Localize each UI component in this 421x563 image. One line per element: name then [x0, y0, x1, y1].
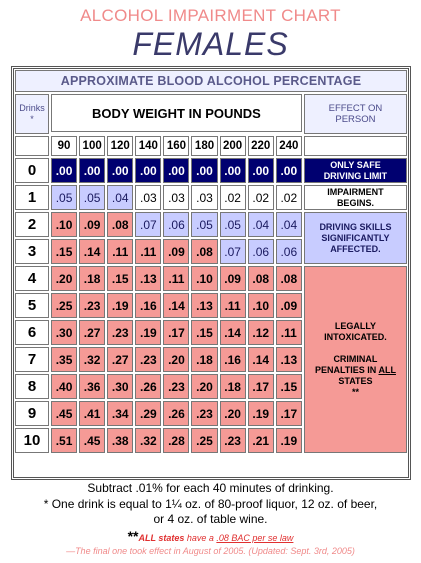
weight-header: 160 [163, 136, 189, 156]
bac-cell: .34 [107, 401, 133, 426]
effect-text: LEGALLY [334, 321, 377, 331]
bac-cell: .04 [107, 185, 133, 210]
bac-cell: .25 [191, 428, 217, 453]
one-drink-line-1: * One drink is equal to 1¼ oz. of 80-proof liquor, 12 oz. of beer, [43, 497, 378, 511]
bac-cell: .25 [51, 293, 77, 318]
effect-text: IMPAIRMENT [327, 186, 384, 197]
bac-cell: .17 [248, 374, 274, 399]
bac-cell: .23 [163, 374, 189, 399]
bac-cell: .02 [248, 185, 274, 210]
bac-law-note [0, 528, 421, 544]
chart-title: FEMALES [132, 26, 289, 62]
weight-row-blank [15, 136, 49, 156]
bac-cell: .45 [51, 401, 77, 426]
bac-cell: .00 [191, 158, 217, 183]
weight-header: 240 [276, 136, 302, 156]
bac-cell: .14 [220, 320, 246, 345]
bac-cell: .27 [79, 320, 105, 345]
effect-text: BEGINS. [336, 197, 374, 208]
effect-safe-limit [304, 158, 407, 183]
drinks-count: 0 [15, 158, 49, 183]
effect-text: DRIVING LIMIT [323, 170, 388, 181]
drinks-count: 5 [15, 293, 49, 318]
bac-cell: .04 [276, 212, 302, 237]
drinks-label: Drinks [19, 103, 45, 113]
bac-cell: .08 [276, 266, 302, 291]
bac-cell: .26 [163, 401, 189, 426]
effect-text: DRIVING SKILLS [319, 221, 392, 232]
bac-cell: .41 [79, 401, 105, 426]
bac-cell: .00 [276, 158, 302, 183]
bac-cell: .19 [276, 428, 302, 453]
note-all-states: ALL states [138, 533, 185, 543]
bac-cell: .15 [51, 239, 77, 264]
weight-row-blank [304, 136, 407, 156]
effect-text: ** [351, 387, 359, 397]
effect-label-2: PERSON [335, 114, 376, 125]
bac-cell: .00 [163, 158, 189, 183]
drinks-star: * [30, 114, 34, 124]
bac-cell: .11 [276, 320, 302, 345]
effect-text: AFFECTED. [330, 243, 381, 254]
weight-header: 120 [107, 136, 133, 156]
bac-cell: .20 [220, 401, 246, 426]
bac-cell: .26 [135, 374, 161, 399]
bac-cell: .36 [79, 374, 105, 399]
bac-cell: .16 [135, 293, 161, 318]
percentage-header: APPROXIMATE BLOOD ALCOHOL PERCENTAGE [15, 70, 407, 92]
drinks-count: 1 [15, 185, 49, 210]
bac-cell: .08 [107, 212, 133, 237]
bac-cell: .00 [107, 158, 133, 183]
bac-cell: .14 [79, 239, 105, 264]
effect-impairment-begins [304, 185, 407, 210]
effect-text: INTOXICATED. [324, 332, 387, 342]
effect-text: ONLY SAFE [330, 159, 381, 170]
bac-cell: .32 [135, 428, 161, 453]
note-bac-law: .08 BAC per se law [216, 533, 294, 543]
bac-cell: .11 [163, 266, 189, 291]
drinks-count: 6 [15, 320, 49, 345]
drinks-count: 2 [15, 212, 49, 237]
effect-driving-affected [304, 212, 407, 264]
table-row [15, 212, 407, 237]
drinks-count: 8 [15, 374, 49, 399]
bac-cell: .20 [191, 374, 217, 399]
effect-label-1: EFFECT ON [328, 103, 383, 114]
drinks-header [15, 94, 49, 134]
effect-text: SIGNIFICANTLY [321, 232, 390, 243]
subtract-note: Subtract .01% for each 40 minutes of drinking. [87, 481, 334, 495]
bac-cell: .03 [163, 185, 189, 210]
bac-cell: .19 [107, 293, 133, 318]
bac-cell: .03 [135, 185, 161, 210]
bac-cell: .00 [79, 158, 105, 183]
bac-cell: .12 [248, 320, 274, 345]
bac-cell: .14 [163, 293, 189, 318]
bac-cell: .09 [79, 212, 105, 237]
bac-cell: .18 [220, 374, 246, 399]
weight-header: 180 [191, 136, 217, 156]
bac-cell: .13 [191, 293, 217, 318]
bac-cell: .21 [248, 428, 274, 453]
one-drink-note [8, 497, 413, 527]
bac-cell: .11 [107, 239, 133, 264]
bac-cell: .07 [220, 239, 246, 264]
bac-cell: .30 [107, 374, 133, 399]
bac-cell: .23 [191, 401, 217, 426]
drinks-count: 3 [15, 239, 49, 264]
bac-cell: .51 [51, 428, 77, 453]
bac-cell: .11 [220, 293, 246, 318]
bac-cell: .13 [276, 347, 302, 372]
bac-cell: .15 [107, 266, 133, 291]
bac-cell: .18 [79, 266, 105, 291]
bac-cell: .23 [220, 428, 246, 453]
bac-cell: .11 [135, 239, 161, 264]
bac-cell: .17 [163, 320, 189, 345]
bac-cell: .07 [135, 212, 161, 237]
drinks-count: 7 [15, 347, 49, 372]
bac-cell: .20 [51, 266, 77, 291]
chart-subtitle: ALCOHOL IMPAIRMENT CHART [80, 6, 341, 25]
bac-cell: .06 [276, 239, 302, 264]
bac-cell: .09 [163, 239, 189, 264]
one-drink-line-2: or 4 oz. of table wine. [153, 512, 268, 526]
update-note: —The final one took effect in August of 2005. (Updated: Sept. 3rd, 2005) [66, 546, 355, 556]
effect-text: PENALTIES IN [314, 365, 377, 375]
bac-cell: .15 [191, 320, 217, 345]
bac-cell: .35 [51, 347, 77, 372]
bac-cell: .10 [191, 266, 217, 291]
table-row [15, 185, 407, 210]
bac-cell: .19 [248, 401, 274, 426]
bac-cell: .04 [248, 212, 274, 237]
bac-cell: .03 [191, 185, 217, 210]
note-star: ** [127, 528, 139, 544]
bac-cell: .09 [276, 293, 302, 318]
weight-header: 100 [79, 136, 105, 156]
bac-cell: .05 [79, 185, 105, 210]
bac-cell: .14 [248, 347, 274, 372]
bac-cell: .20 [163, 347, 189, 372]
bac-cell: .00 [220, 158, 246, 183]
bac-cell: .27 [107, 347, 133, 372]
bac-cell: .38 [107, 428, 133, 453]
table-row [15, 266, 407, 291]
bac-cell: .40 [51, 374, 77, 399]
impairment-table [13, 68, 409, 455]
bac-cell: .02 [276, 185, 302, 210]
bac-cell: .13 [135, 266, 161, 291]
weight-header: 220 [248, 136, 274, 156]
bac-cell: .10 [51, 212, 77, 237]
drinks-count: 10 [15, 428, 49, 453]
effect-text: ALL [378, 365, 396, 375]
bac-cell: .16 [220, 347, 246, 372]
bac-cell: .29 [135, 401, 161, 426]
bac-cell: .45 [79, 428, 105, 453]
effect-header [304, 94, 407, 134]
bac-cell: .05 [220, 212, 246, 237]
bac-cell: .00 [135, 158, 161, 183]
weight-header: 140 [135, 136, 161, 156]
bac-cell: .10 [248, 293, 274, 318]
note-have: have a [184, 533, 217, 543]
effect-text: STATES [338, 376, 373, 386]
bac-cell: .00 [51, 158, 77, 183]
bac-cell: .02 [220, 185, 246, 210]
bac-cell: .06 [163, 212, 189, 237]
drinks-count: 9 [15, 401, 49, 426]
table-row [15, 158, 407, 183]
body-weight-header: BODY WEIGHT IN POUNDS [51, 94, 302, 132]
bac-cell: .09 [220, 266, 246, 291]
bac-cell: .23 [135, 347, 161, 372]
bac-cell: .08 [248, 266, 274, 291]
bac-cell: .18 [191, 347, 217, 372]
bac-cell: .15 [276, 374, 302, 399]
effect-text: CRIMINAL [333, 354, 378, 364]
bac-cell: .17 [276, 401, 302, 426]
bac-cell: .30 [51, 320, 77, 345]
bac-cell: .32 [79, 347, 105, 372]
drinks-count: 4 [15, 266, 49, 291]
bac-cell: .19 [135, 320, 161, 345]
weight-header: 200 [220, 136, 246, 156]
bac-cell: .05 [191, 212, 217, 237]
bac-cell: .08 [191, 239, 217, 264]
bac-cell: .00 [248, 158, 274, 183]
bac-cell: .06 [248, 239, 274, 264]
effect-legally-intoxicated [304, 266, 407, 453]
bac-cell: .23 [79, 293, 105, 318]
bac-cell: .23 [107, 320, 133, 345]
bac-cell: .28 [163, 428, 189, 453]
bac-cell: .05 [51, 185, 77, 210]
weight-header: 90 [51, 136, 77, 156]
